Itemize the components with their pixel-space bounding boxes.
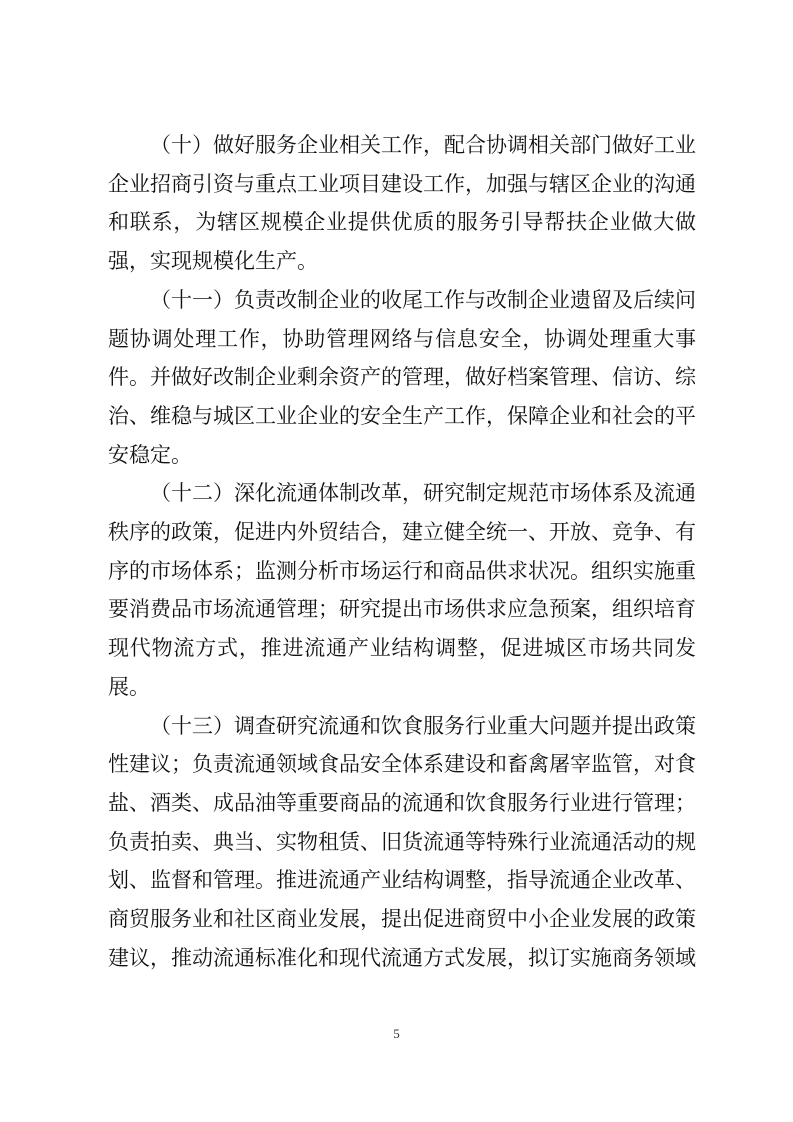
- paragraph-12: （十二）深化流通体制改革，研究制定规范市场体系及流通秩序的政策，促进内外贸结合，建立健全统一、开放、竞争、有序的市场体系；监测分析市场运行和商品供求状况。组织实施重要消费品市场流通管理；研究提出市场供求应急预案，组织培育现代物流方式，推进流通产业结构调整，促进城区市场共同发展。: [108, 481, 696, 699]
- document-body: [108, 126, 696, 977]
- page-number: 5: [393, 1026, 400, 1041]
- paragraph-10: （十）做好服务企业相关工作，配合协调相关部门做好工业企业招商引资与重点工业项目建设工作，加强与辖区企业的沟通和联系，为辖区规模企业提供优质的服务引导帮扶企业做大做强，实现规模化生产。: [108, 133, 696, 274]
- paragraph-13: （十三）调查研究流通和饮食服务行业重大问题并提出政策性建议；负责流通领域食品安全体系建设和畜禽屠宰监管，对食盐、酒类、成品油等重要商品的流通和饮食服务行业进行管理；负责拍卖、典当、实物租赁、旧货流通等特殊行业流通活动的规划、监督和管理。推进流通产业结构调整，指导流通企业改革、商贸服务业和社区商业发展，提出促进商贸中小企业发展的政策建议，推动流通标准化和现代流通方式发展，拟订实施商务领域: [108, 713, 696, 970]
- paragraph-11: （十一）负责改制企业的收尾工作与改制企业遗留及后续问题协调处理工作，协助管理网络与信息安全，协调处理重大事件。并做好改制企业剩余资产的管理，做好档案管理、信访、综治、维稳与城区工业企业的安全生产工作，保障企业和社会的平安稳定。: [108, 287, 696, 467]
